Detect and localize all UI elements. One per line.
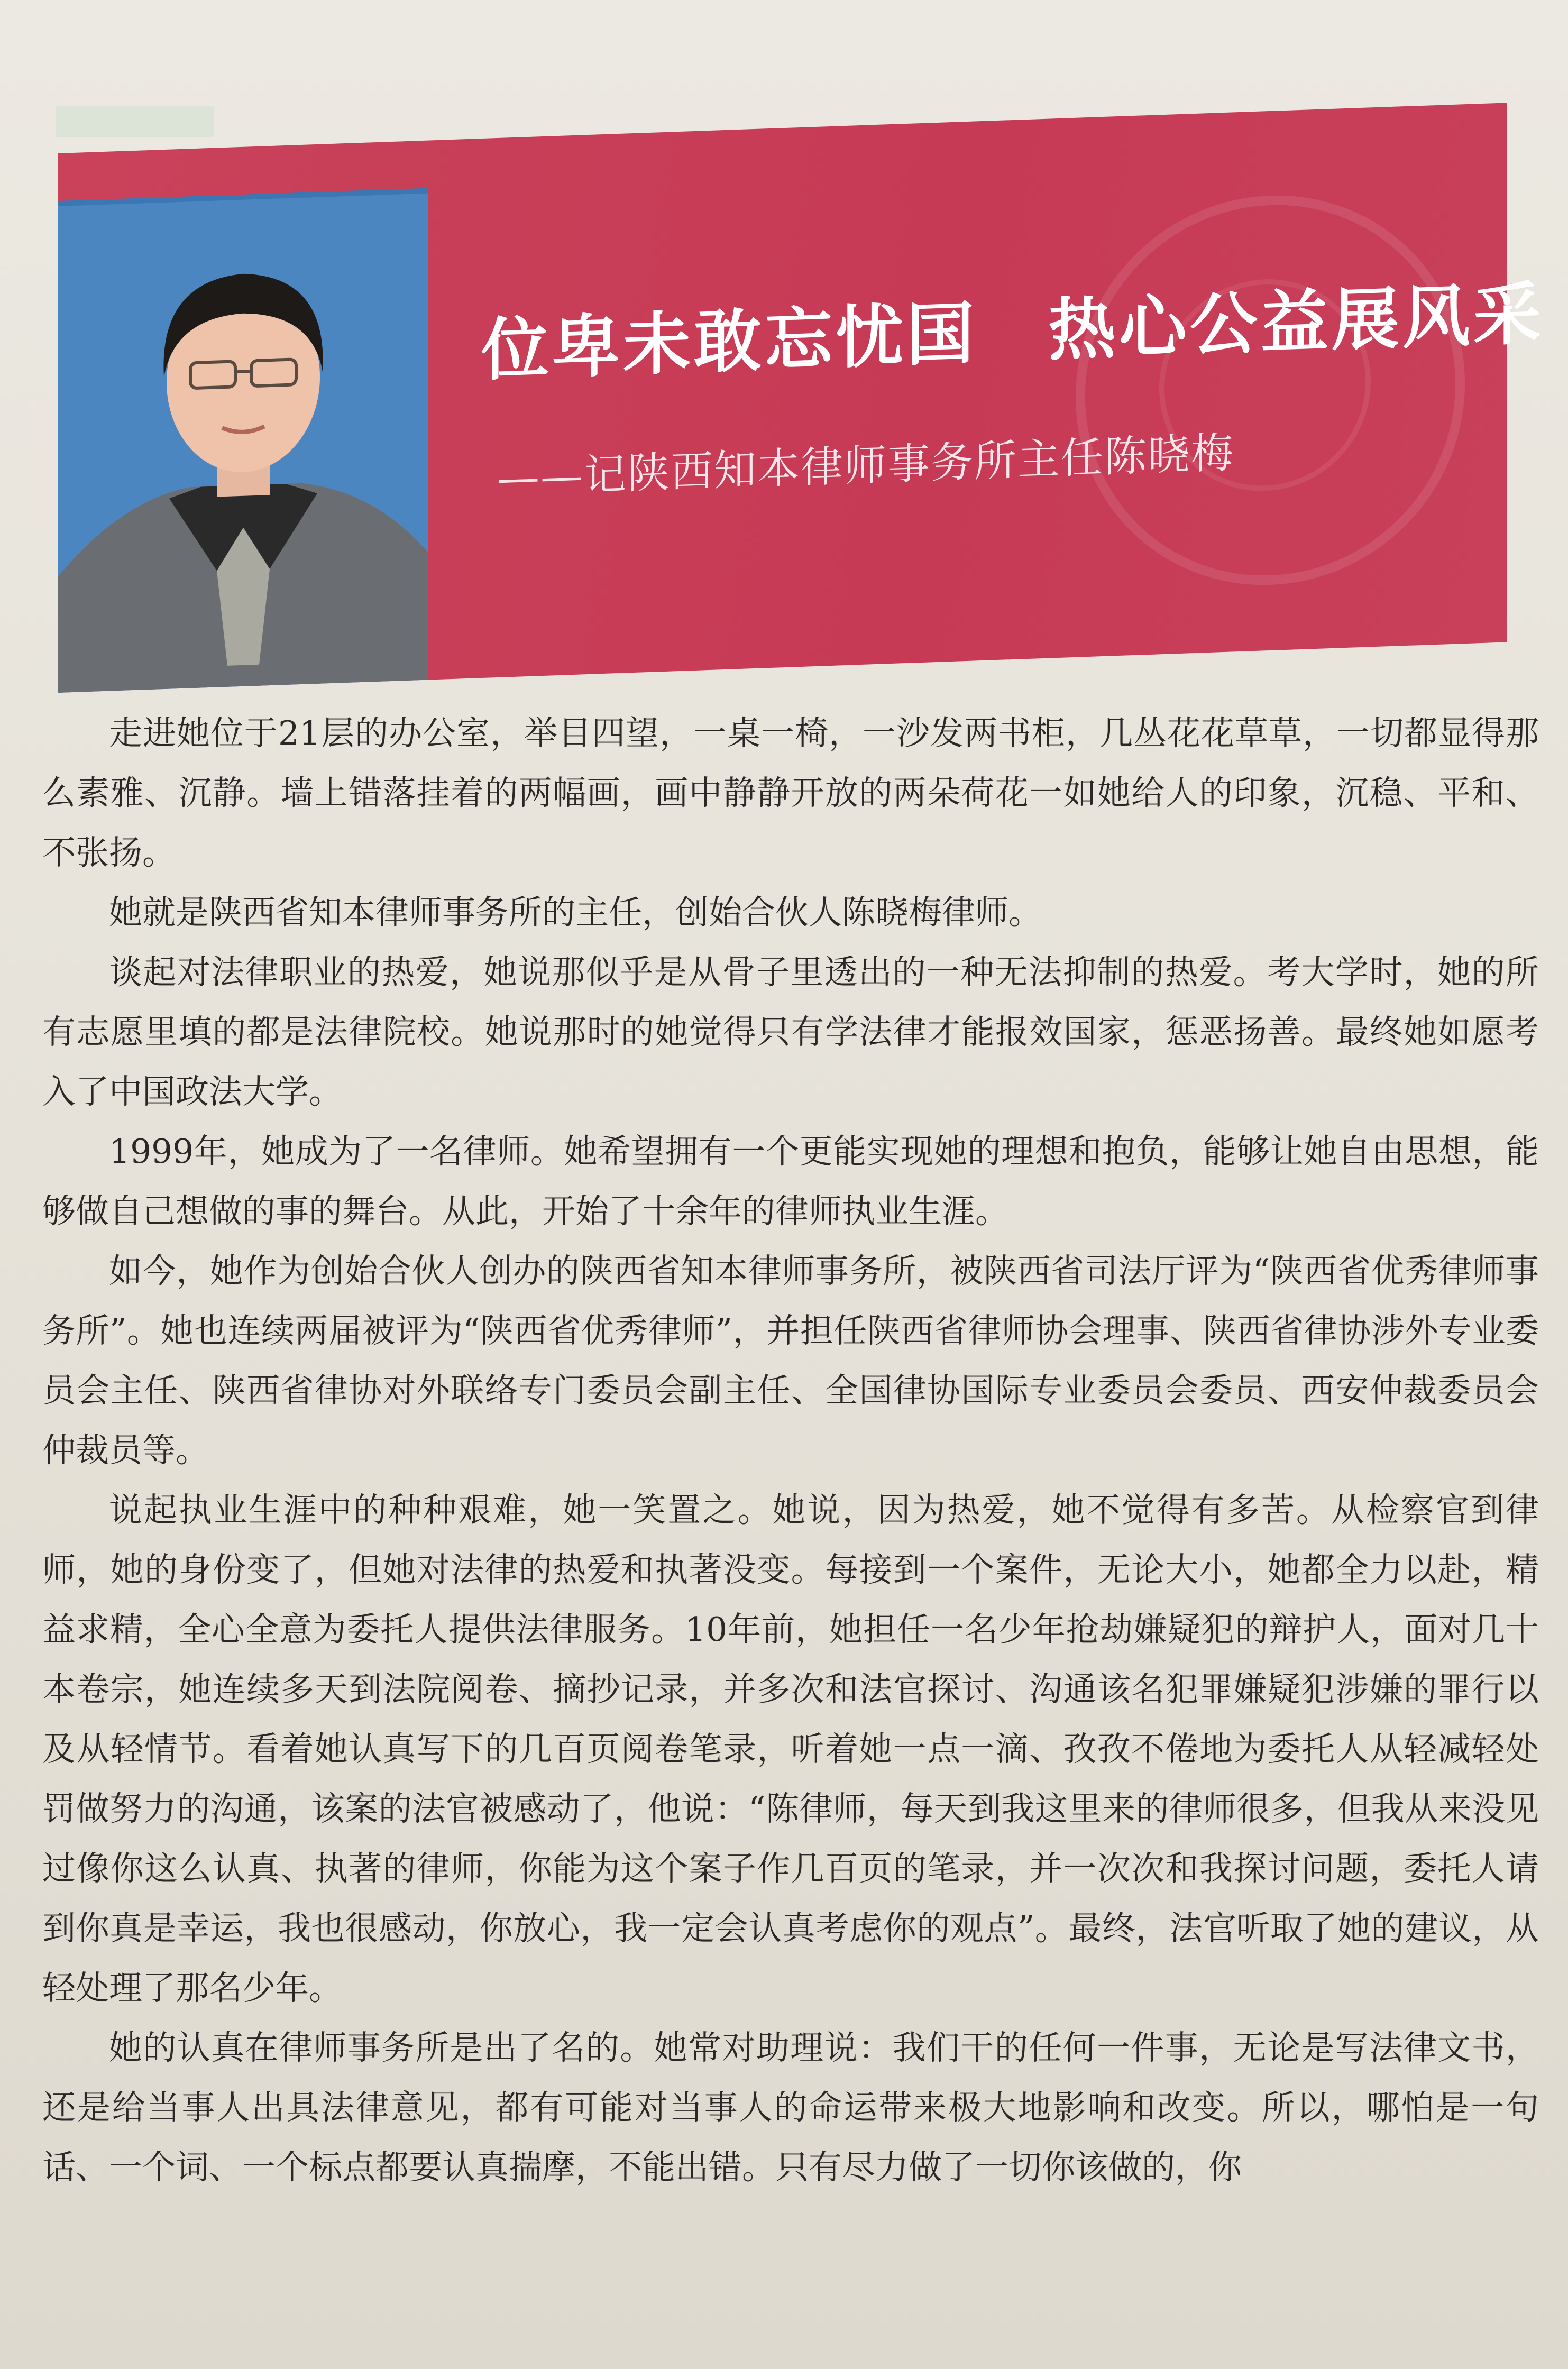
title-banner <box>58 103 1507 693</box>
portrait-illustration <box>58 194 428 693</box>
paragraph: 她的认真在律师事务所是出了名的。她常对助理说：我们干的任何一件事，无论是写法律文书，还是给当事人出具法律意见，都有可能对当事人的命运带来极大地影响和改变。所以，哪怕是一句话、一个词、一个标点都要认真揣摩，不能出错。只有尽力做了一切你该做的，你 <box>42 2028 1539 2187</box>
paragraph: 她就是陕西省知本律师事务所的主任，创始合伙人陈晓梅律师。 <box>109 893 1042 932</box>
paragraph: 1999年，她成为了一名律师。她希望拥有一个更能实现她的理想和抱负，能够让她自由思想，能够做自己想做的事的舞台。从此，开始了十余年的律师执业生涯。 <box>42 1132 1539 1231</box>
paragraph: 如今，她作为创始合伙人创办的陕西省知本律师事务所，被陕西省司法厅评为“陕西省优秀律师事务所”。她也连续两届被评为“陕西省优秀律师”，并担任陕西省律师协会理事、陕西省律协涉外专业委员会主任、陕西省律协对外联络专门委员会副主任、全国律协国际专业委员会委员、西安仲裁委员会仲裁员等。 <box>42 1252 1539 1470</box>
paragraph: 说起执业生涯中的种种艰难，她一笑置之。她说，因为热爱，她不觉得有多苦。从检察官到律师，她的身份变了，但她对法律的热爱和执著没变。每接到一个案件，无论大小，她都全力以赴，精益求精，全心全意为委托人提供法律服务。10年前，她担任一名少年抢劫嫌疑犯的辩护人，面对几十本卷宗，她连续多天到法院阅卷、摘抄记录，并多次和法官探讨、沟通该名犯罪嫌疑犯涉嫌的罪行以及从轻情节。看着她认真写下的几百页阅卷笔录，听着她一点一滴、孜孜不倦地为委托人从轻减轻处罚做努力的沟通，该案的法官被感动了，他说：“陈律师，每天到我这里来的律师很多，但我从来没见过像你这么认真、执著的律师，你能为这个案子作几百页的笔录，并一次次和我探讨问题，委托人请到你真是幸运，我也很感动，你放心，我一定会认真考虑你的观点”。最终，法官听取了她的建议，从轻处理了那名少年。 <box>42 1491 1539 2007</box>
paragraph: 走进她位于21层的办公室，举目四望，一桌一椅，一沙发两书柜，几丛花花草草，一切都显得那么素雅、沉静。墙上错落挂着的两幅画，画中静静开放的两朵荷花一如她给人的印象，沉稳、平和、不张扬。 <box>42 714 1539 872</box>
section-header-faint <box>56 106 214 137</box>
article-title: 位卑未敢忘忧国 热心公益展风采 <box>481 273 1545 390</box>
emblem-watermark <box>1076 189 1465 592</box>
portrait-photo <box>58 194 428 693</box>
article-subtitle: ——记陕西知本律师事务所主任陈晓梅 <box>497 428 1234 503</box>
paragraph: 谈起对法律职业的热爱，她说那似乎是从骨子里透出的一种无法抑制的热爱。考大学时，她的所有志愿里填的都是法律院校。她说那时的她觉得只有学法律才能报效国家，惩恶扬善。最终她如愿考入了中国政法大学。 <box>42 953 1539 1111</box>
article-body <box>42 703 1539 2197</box>
